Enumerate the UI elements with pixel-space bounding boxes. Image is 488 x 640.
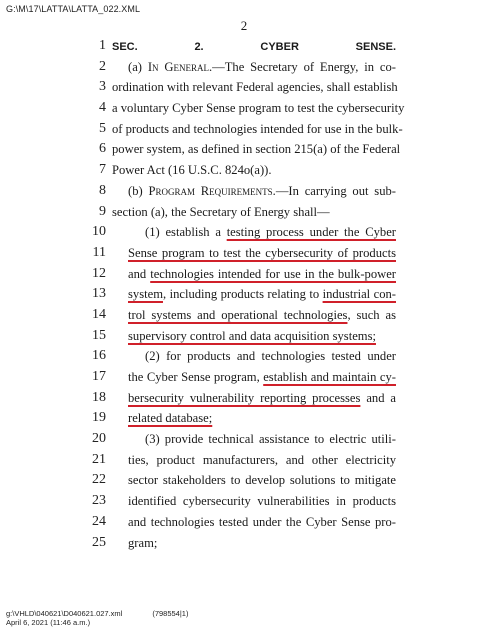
line-text <box>128 388 396 408</box>
line-text <box>128 450 396 470</box>
line-text <box>128 181 396 201</box>
line-number: 9 <box>99 203 106 219</box>
file-path-header: G:\M\17\LATTA\LATTA_022.XML <box>6 4 141 14</box>
text-segment: (1) establish a <box>145 225 227 240</box>
text-segment: identified cybersecurity vulnerabilities in products <box>128 494 396 509</box>
line-text <box>112 36 396 57</box>
line-number: 22 <box>92 472 106 488</box>
line-text <box>112 98 405 118</box>
text-line <box>0 160 488 181</box>
line-text <box>145 346 396 366</box>
line-number: 1 <box>99 38 106 53</box>
line-text <box>128 491 396 511</box>
line-number: 3 <box>99 79 106 95</box>
line-number: 23 <box>92 493 106 509</box>
line-number: 16 <box>92 348 106 364</box>
text-line <box>0 243 488 264</box>
text-segment: sector stakeholders to develop solutions to mitigate <box>128 473 396 488</box>
line-text <box>128 512 396 532</box>
line-number: 8 <box>99 182 106 198</box>
line-text <box>112 77 396 97</box>
line-number: 21 <box>92 451 106 467</box>
text-line <box>0 408 488 429</box>
line-text <box>128 408 396 428</box>
text-line <box>0 512 488 533</box>
text-line <box>0 264 488 285</box>
text-segment: section (a), the Secretary of Energy shall— <box>112 204 330 219</box>
line-text <box>128 367 396 387</box>
text-line <box>0 388 488 409</box>
underlined-text: industrial con- <box>322 287 396 302</box>
bill-text-body <box>0 36 488 553</box>
text-segment: , including products relating to <box>162 287 323 302</box>
line-text <box>128 243 396 263</box>
underlined-text: related database; <box>128 411 213 426</box>
text-segment: (2) for products and technologies tested under <box>145 349 396 364</box>
line-text <box>145 222 396 242</box>
text-segment: and <box>128 266 151 281</box>
text-line <box>0 326 488 347</box>
underlined-text: trol systems and operational technologies <box>128 307 348 322</box>
footer-timestamp: April 6, 2021 (11:46 a.m.) <box>6 618 91 627</box>
line-number: 4 <box>99 100 106 116</box>
underlined-text: Sense program to test the cybersecurity of products <box>128 245 396 260</box>
text-segment: (3) provide technical assistance to electric utili- <box>145 432 396 447</box>
line-text <box>128 326 396 346</box>
text-segment: power system, as defined in section 215(a) of the Federal <box>112 142 401 157</box>
text-line <box>0 450 488 471</box>
line-text <box>128 284 396 304</box>
line-number: 5 <box>99 120 106 136</box>
text-line <box>0 181 488 202</box>
text-line <box>0 533 488 554</box>
text-line <box>0 429 488 450</box>
line-number: 20 <box>92 431 106 447</box>
text-line <box>0 77 488 98</box>
text-line <box>0 202 488 223</box>
section-heading-text: Program Requirements <box>148 183 273 198</box>
line-number: 10 <box>92 224 106 240</box>
line-number: 24 <box>92 513 106 529</box>
text-segment: the Cyber Sense program, <box>128 370 264 384</box>
line-text <box>112 160 396 180</box>
text-line <box>0 491 488 512</box>
text-line <box>0 57 488 78</box>
text-segment: (b) <box>128 183 149 198</box>
text-segment: and a <box>360 390 396 405</box>
page-number: 2 <box>240 18 248 33</box>
line-text <box>128 264 396 284</box>
text-segment: ties, product manufacturers, and other electricity <box>128 452 396 467</box>
text-segment: (a) <box>128 59 148 74</box>
text-line <box>0 305 488 326</box>
section-title: SEC. 2. CYBER SENSE. <box>112 41 396 53</box>
line-number: 2 <box>99 58 106 74</box>
line-number: 19 <box>92 410 106 426</box>
underlined-text: testing process under the Cyber <box>226 225 396 240</box>
underlined-text: supervisory control and data acquisition systems; <box>128 328 376 343</box>
text-segment: ordination with relevant Federal agencies, shall establish <box>112 80 398 95</box>
underlined-text: system <box>128 287 163 302</box>
underlined-text: technologies intended for use in the bulk-power <box>150 266 396 281</box>
text-line <box>0 119 488 140</box>
text-segment: of products and technologies intended for use in the bulk- <box>112 121 403 136</box>
line-number: 15 <box>92 327 106 343</box>
line-text <box>112 119 403 139</box>
line-text <box>112 139 401 159</box>
line-text <box>145 429 396 449</box>
line-text <box>128 57 396 77</box>
line-text <box>128 533 396 553</box>
text-segment: , such as <box>347 307 396 322</box>
line-text <box>128 470 396 490</box>
footer-file-path: g:\VHLD\040621\D040621.027.xml <box>6 609 123 618</box>
line-text <box>112 202 396 222</box>
text-line <box>0 470 488 491</box>
underlined-text: bersecurity vulnerability reporting processes <box>128 390 361 405</box>
text-segment: and technologies tested under the Cyber Sense pro- <box>128 514 396 529</box>
text-line <box>0 367 488 388</box>
line-number: 11 <box>92 244 106 260</box>
text-segment: .—The Secretary of Energy, in co- <box>209 59 396 74</box>
line-number: 25 <box>92 534 106 550</box>
line-text <box>128 305 396 325</box>
line-number: 13 <box>92 286 106 302</box>
line-number: 17 <box>92 369 106 384</box>
line-number: 18 <box>92 389 106 405</box>
underlined-text: establish and maintain cy- <box>263 370 396 384</box>
text-line <box>0 139 488 160</box>
text-segment: .—In carrying out sub- <box>272 183 396 198</box>
text-segment: a voluntary Cyber Sense program to test the cybersecurity <box>112 101 405 116</box>
text-segment: Power Act (16 U.S.C. 824o(a)). <box>112 163 272 178</box>
text-line <box>0 222 488 243</box>
line-number: 6 <box>99 141 106 157</box>
line-number: 14 <box>92 306 106 322</box>
text-line <box>0 36 488 57</box>
document-footer <box>6 609 188 627</box>
footer-document-id: (798554|1) <box>152 609 189 618</box>
line-number: 12 <box>92 265 106 281</box>
text-line <box>0 98 488 119</box>
text-line <box>0 346 488 367</box>
section-heading-text: In General <box>147 59 209 74</box>
text-segment: gram; <box>128 535 158 550</box>
line-number: 7 <box>99 162 106 178</box>
text-line <box>0 284 488 305</box>
